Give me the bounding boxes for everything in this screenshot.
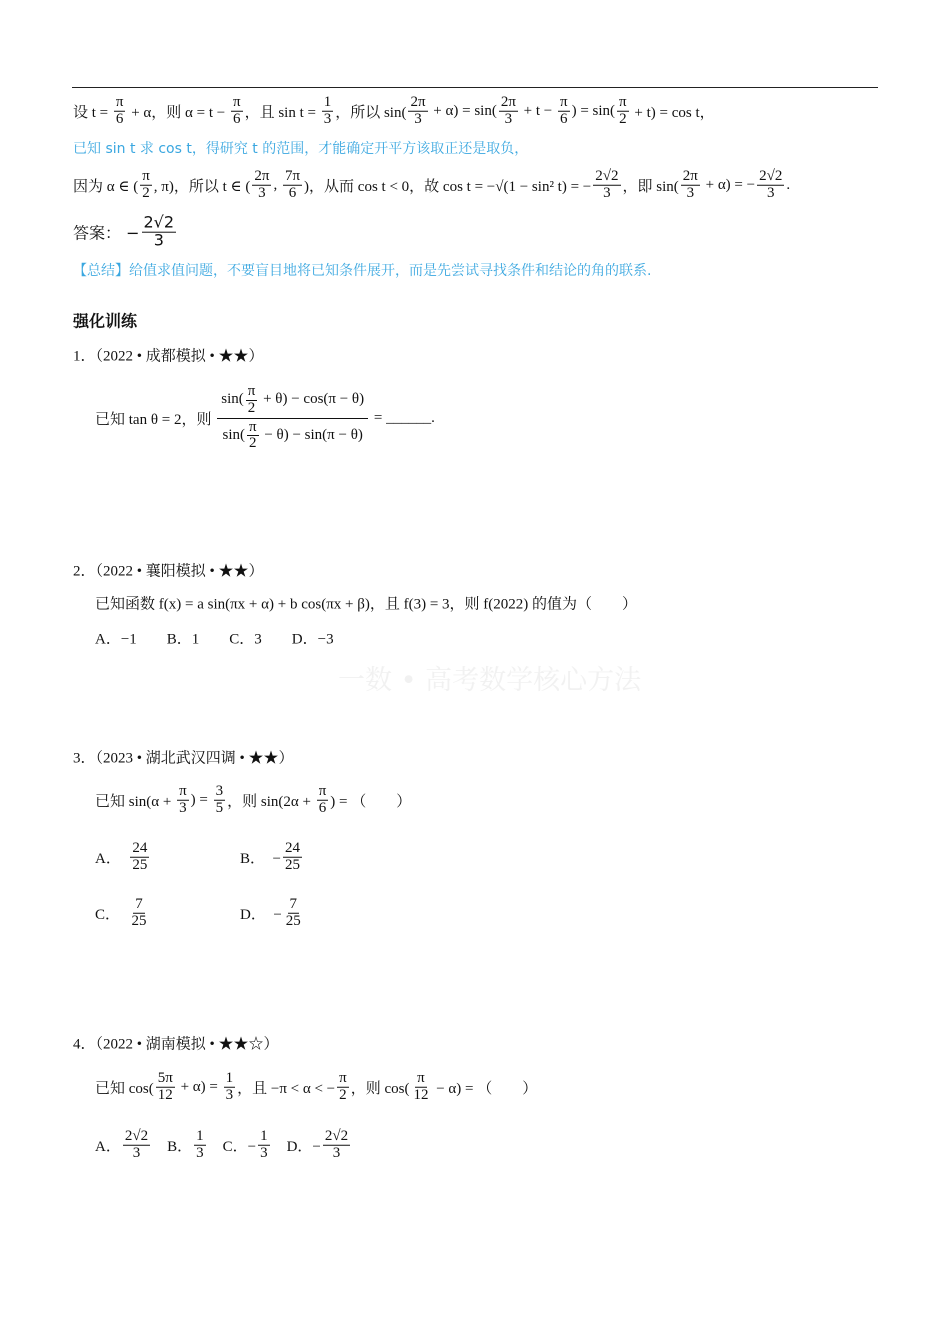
fraction [246, 384, 258, 417]
numerator [681, 169, 700, 186]
text-run: 2√2 [759, 167, 783, 184]
text-run: , π)，所以 t ∈ ( [153, 178, 251, 195]
numerator [252, 169, 271, 186]
text-run: 3 [414, 110, 422, 127]
text-run: 3 [323, 110, 332, 127]
question-3-body [95, 784, 411, 817]
numerator [283, 841, 302, 858]
fraction [283, 841, 302, 874]
numerator [617, 95, 629, 112]
text-run: 25 [285, 912, 301, 929]
question-3-header [73, 747, 294, 768]
text-run: )，从而 cos t < 0，故 cos t = −√(1 − sin² t) = − [304, 178, 592, 195]
numerator [593, 169, 620, 186]
text-run: 6 [560, 110, 568, 127]
text-run: 3 [196, 1144, 204, 1161]
text-run: π [142, 167, 150, 184]
fraction [681, 169, 700, 202]
text-run: 答案： − [73, 223, 140, 243]
text-run: 【总结】给值求值问题，不要盲目地将已知条件展开，而是先尝试寻找条件和结论的角的联系. [73, 263, 652, 279]
text-run: 2√2 [143, 212, 175, 232]
text-run: B． − [240, 850, 281, 867]
fraction [140, 169, 152, 202]
fraction [123, 1129, 150, 1162]
text-run: A．−1 B．1 C．3 D．−3 [95, 631, 334, 648]
text-run: + α) = [176, 1078, 222, 1095]
text-run: − α) = （ ） [432, 1080, 538, 1097]
denominator [503, 112, 515, 128]
fraction [411, 1071, 430, 1104]
text-run: 3 [603, 184, 611, 201]
denominator [337, 1088, 349, 1104]
fraction [252, 169, 271, 202]
fraction [247, 420, 259, 453]
text-run: 3 [215, 782, 224, 799]
numerator [558, 95, 570, 112]
text-run: π [232, 93, 241, 110]
numerator [415, 1071, 427, 1088]
fraction [322, 95, 334, 128]
text-run: 7 [289, 895, 298, 912]
question-2-header [73, 560, 264, 581]
text-run: 2√2 [124, 1127, 149, 1144]
numerator [337, 1071, 349, 1088]
summary [73, 260, 651, 280]
question-4-body [95, 1071, 537, 1104]
fraction [217, 383, 368, 453]
numerator [130, 841, 149, 858]
fraction [284, 897, 303, 930]
text-run: 3 [504, 110, 513, 127]
denominator [130, 914, 149, 930]
text-run: 2π [682, 167, 698, 184]
text-run: 3 [179, 799, 187, 816]
text-run: + t) = cos t， [630, 104, 715, 121]
fraction [408, 95, 427, 128]
text-run: π [619, 93, 627, 110]
fraction [617, 95, 629, 128]
question-4-header [73, 1033, 279, 1054]
fraction [757, 169, 784, 202]
text-run: 12 [157, 1086, 173, 1103]
fraction [130, 841, 149, 874]
text-run: 3 [686, 184, 695, 201]
denominator [114, 112, 126, 128]
numerator [247, 420, 259, 437]
denominator [231, 112, 243, 128]
text-run: 2．（2022 • 襄阳模拟 • ★★） [73, 563, 264, 580]
fraction [317, 784, 329, 817]
denominator [214, 801, 226, 817]
text-run: 2 [339, 1086, 347, 1103]
numerator [140, 169, 152, 186]
watermark: 一数 • 高考数学核心方法 [338, 665, 642, 696]
numerator [246, 384, 258, 401]
text-run: A． [95, 1138, 121, 1155]
fraction [156, 1071, 175, 1104]
numerator [231, 95, 243, 112]
text-run: sin( [221, 391, 244, 408]
numerator [194, 1129, 206, 1146]
fraction [224, 1071, 236, 1104]
text-run: 3 [258, 184, 266, 201]
text-run: 2π [410, 93, 426, 110]
text-run: ) = sin( [571, 102, 616, 119]
numerator [214, 784, 226, 801]
denominator [317, 801, 329, 817]
fraction [337, 1071, 349, 1104]
text-run: = ______. [370, 409, 435, 426]
text-run: 2√2 [595, 167, 619, 184]
numerator [123, 1129, 150, 1146]
text-run: 1．（2022 • 成都模拟 • ★★） [73, 348, 264, 365]
text-run: 设 t = [73, 104, 112, 121]
text-run: 2π [500, 93, 516, 110]
text-run: 25 [131, 912, 147, 929]
text-run: 2 [249, 435, 257, 452]
question-3-option-a [95, 841, 151, 874]
fraction [130, 897, 149, 930]
text-run: ，所以 sin( [335, 104, 407, 121]
denominator [140, 186, 152, 202]
text-run: C．− [207, 1138, 257, 1155]
fraction [214, 784, 226, 817]
text-run: 1 [225, 1069, 234, 1086]
text-run: 24 [132, 839, 148, 856]
denominator [601, 186, 613, 202]
text-run: 6 [318, 799, 327, 816]
numerator [408, 95, 427, 112]
text-run: + t − [519, 102, 556, 119]
text-run: 1 [196, 1127, 204, 1144]
text-run: ) = [190, 791, 212, 808]
text-run: 3．（2023 • 湖北武汉四调 • ★★） [73, 750, 294, 767]
denominator [156, 1088, 175, 1104]
denominator [617, 112, 629, 128]
text-run: D．− [271, 1138, 321, 1155]
header-rule [72, 87, 878, 88]
question-1-header [73, 345, 264, 366]
text-run: 7 [135, 895, 143, 912]
text-run: + α，则 α = t − [127, 104, 229, 121]
text-run: ，则 sin(2α + [227, 793, 315, 810]
text-run: 已知 cos( [95, 1080, 154, 1097]
text-run: 3 [260, 1144, 268, 1161]
solution-note [73, 138, 528, 158]
text-run: 24 [284, 839, 300, 856]
text-run: ，则 cos( [350, 1080, 410, 1097]
denominator [152, 230, 166, 250]
text-run: 2 [247, 399, 256, 416]
question-3-option-d [240, 897, 305, 930]
text-run: 2π [254, 167, 270, 184]
text-run: sin( [222, 426, 245, 443]
text-run: 1 [323, 93, 332, 110]
text-run: − θ) − sin(π − θ) [260, 426, 363, 443]
answer [73, 212, 178, 250]
text-run: , [273, 176, 281, 193]
question-3-option-b [240, 841, 304, 874]
question-2-options [95, 628, 334, 649]
denominator [284, 914, 303, 930]
numerator [114, 95, 126, 112]
text-run: ) = （ ） [330, 793, 412, 810]
denominator [177, 801, 189, 817]
question-3-option-c [95, 897, 151, 930]
text-run: . [786, 176, 791, 193]
text-run: 已知 sin(α + [95, 793, 176, 810]
fraction [283, 169, 302, 202]
numerator [217, 383, 368, 419]
text-run: 25 [284, 856, 300, 873]
solution-line-1 [73, 95, 715, 128]
text-run: 3 [225, 1086, 234, 1103]
text-run: 1 [260, 1127, 268, 1144]
text-run: 6 [115, 110, 124, 127]
fraction [258, 1129, 270, 1162]
numerator [156, 1071, 175, 1088]
text-run: 3 [153, 230, 164, 250]
text-run: π [417, 1069, 425, 1086]
text-run: π [247, 383, 256, 399]
fraction [177, 784, 189, 817]
text-run: 4．（2022 • 湖南模拟 • ★★☆） [73, 1036, 279, 1053]
fraction [142, 212, 177, 250]
text-run: π [179, 782, 187, 799]
text-run: + α) = − [701, 176, 756, 193]
question-2-body [95, 593, 637, 614]
denominator [258, 1146, 270, 1162]
text-run: 12 [413, 1086, 429, 1103]
numerator [499, 95, 518, 112]
numerator [224, 1071, 236, 1088]
text-run: 2 [142, 184, 150, 201]
text-run: + θ) − cos(π − θ) [259, 391, 365, 408]
numerator [133, 897, 145, 914]
question-1-body [95, 383, 435, 453]
text-run: 3 [132, 1144, 141, 1161]
numerator [288, 897, 300, 914]
text-run: 3 [766, 184, 775, 201]
text-run: 已知 sin t 求 cos t，得研究 t 的范围，才能确定开平方该取正还是取负， [73, 141, 529, 157]
numerator [757, 169, 784, 186]
denominator [283, 858, 302, 874]
denominator [194, 1146, 206, 1162]
denominator [224, 1088, 236, 1104]
fraction [194, 1129, 206, 1162]
denominator [685, 186, 697, 202]
text-run: 5π [157, 1069, 173, 1086]
denominator [765, 186, 777, 202]
text-run: π [339, 1069, 347, 1086]
denominator [412, 112, 424, 128]
text-run: 已知函数 f(x) = a sin(πx + α) + b cos(πx + β)，且 f(3) = 3，则 f(2022) 的值为（ ） [95, 596, 638, 613]
text-run: 25 [132, 856, 148, 873]
denominator [131, 1146, 143, 1162]
text-run: + α) = sin( [429, 102, 497, 119]
fraction [499, 95, 518, 128]
denominator [130, 858, 149, 874]
numerator [177, 784, 189, 801]
numerator [322, 95, 334, 112]
fraction [558, 95, 570, 128]
text-run: B． [152, 1138, 193, 1155]
text-run: 2 [619, 110, 627, 127]
text-run: A． [95, 850, 129, 867]
text-run: π [248, 418, 257, 435]
text-run: 3 [332, 1144, 341, 1161]
fraction [593, 169, 620, 202]
denominator [247, 436, 259, 452]
text-run: π [115, 93, 124, 110]
text-run: 已知 tan θ = 2，则 [95, 411, 216, 428]
denominator [218, 419, 366, 454]
text-run: 6 [288, 184, 297, 201]
question-4-options [95, 1129, 352, 1162]
numerator [258, 1129, 270, 1146]
text-run: 5 [215, 799, 224, 816]
text-run: 6 [233, 110, 241, 127]
text-run: π [560, 93, 568, 110]
denominator [256, 186, 268, 202]
fraction [114, 95, 126, 128]
text-run: ，即 sin( [622, 178, 679, 195]
numerator [323, 1129, 350, 1146]
text-run: 7π [284, 167, 301, 184]
text-run: ，且 sin t = [244, 104, 320, 121]
fraction [231, 95, 243, 128]
numerator [283, 169, 302, 186]
denominator [322, 112, 334, 128]
text-run: D． − [240, 906, 282, 923]
denominator [558, 112, 570, 128]
denominator [246, 401, 258, 417]
solution-line-3 [73, 169, 790, 202]
text-run: ，且 −π < α < − [237, 1080, 336, 1097]
text-run: 因为 α ∈ ( [73, 178, 139, 195]
denominator [287, 186, 299, 202]
text-run: 2√2 [324, 1127, 349, 1144]
text-run: π [318, 782, 327, 799]
numerator [317, 784, 329, 801]
denominator [331, 1146, 343, 1162]
denominator [411, 1088, 430, 1104]
text-run: C． [95, 906, 128, 923]
section-heading: 强化训练 [73, 311, 138, 331]
fraction [323, 1129, 350, 1162]
